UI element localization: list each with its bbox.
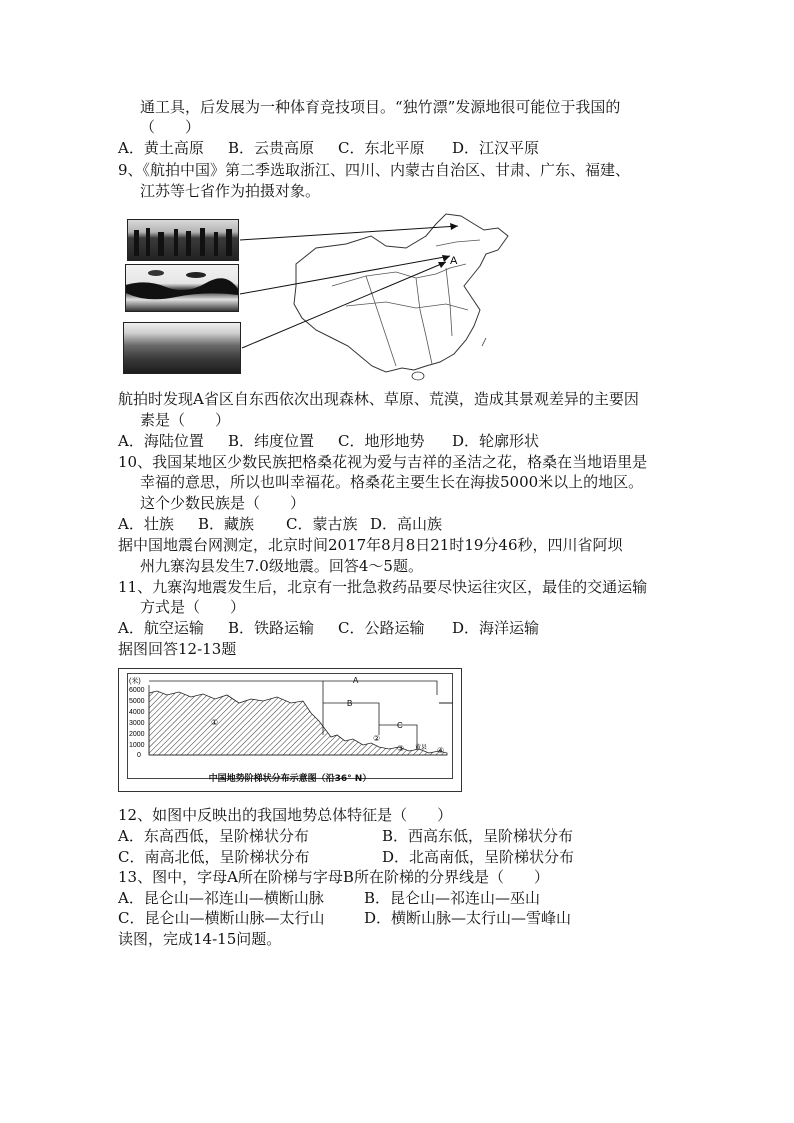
q9-stem-1: 9、《航拍中国》第二季选取浙江、四川、内蒙古自治区、甘肃、广东、福建、 [118, 161, 631, 179]
y-tick-3000: 3000 [129, 720, 145, 727]
q11-stem-2: 方式是（ ） [140, 598, 246, 616]
q12-option-b: B．西高东低，呈阶梯状分布 [382, 827, 574, 845]
q13-option-d: D．横断山脉—太行山—雪峰山 [364, 909, 572, 927]
q10-stem-2: 幸福的意思，所以也叫幸福花。格桑花主要生长在海拔5000米以上的地区。 [140, 473, 644, 491]
grassland-photo [125, 264, 239, 312]
q12-option-d: D．北高南低，呈阶梯状分布 [382, 848, 575, 866]
q11-option-a: A．航空运输 [118, 619, 204, 637]
q13-option-c: C．昆仑山—横断山脉—太行山 [118, 909, 325, 927]
q10-stem-3: 这个少数民族是（ ） [140, 494, 306, 512]
q13-option-a: A．昆仑山—祁连山—横断山脉 [118, 889, 324, 907]
q12-option-c: C．南高北低，呈阶梯状分布 [118, 848, 310, 866]
q9-stem-4: 素是（ ） [140, 411, 231, 429]
q11-option-c: C．公路运输 [338, 619, 425, 637]
step-label-a: A [353, 676, 359, 685]
intro-q14-15: 读图，完成14-15问题。 [118, 930, 282, 948]
figure-caption: 中国地势阶梯状分布示意图（沿36° N） [208, 774, 372, 784]
q8-stem-tail: 通工具，后发展为一种体育竞技项目。“独竹漂”发源地很可能位于我国的 [140, 98, 621, 116]
q9-option-b: B．纬度位置 [228, 432, 315, 450]
desert-photo [123, 322, 241, 374]
q10-option-a: A．壮族 [118, 515, 174, 533]
step-label-b: B [347, 699, 353, 708]
q10-stem-1: 10、我国某地区少数民族把格桑花视为爱与吉祥的圣洁之花，格桑在当地语里是 [118, 453, 648, 471]
q10-option-d: D．高山族 [370, 515, 443, 533]
intro-q12-13: 据图回答12-13题 [118, 640, 237, 658]
q12-stem: 12、如图中反映出的我国地势总体特征是（ ） [118, 806, 453, 824]
marker-1: ① [211, 718, 219, 727]
marker-2: ② [373, 734, 381, 743]
q11-option-d: D．海洋运输 [452, 619, 540, 637]
place-label: 黄县 [415, 745, 428, 751]
q8-option-a: A．黄土高原 [118, 139, 204, 157]
y-tick-1000: 1000 [129, 742, 145, 749]
q9-stem-2: 江苏等七省作为拍摄对象。 [140, 182, 321, 200]
q9-option-d: D．轮廓形状 [452, 432, 540, 450]
step-label-c: C [397, 721, 403, 730]
q9-option-a: A．海陆位置 [118, 432, 204, 450]
q13-stem: 13、图中，字母A所在阶梯与字母B所在阶梯的分界线是（ ） [118, 868, 549, 886]
terrain-profile-figure [118, 668, 462, 792]
q11-stem-1: 11、九寨沟地震发生后，北京有一批急救药品要尽快运往灾区，最佳的交通运输 [118, 578, 648, 596]
q8-answer-bracket: （ ） [140, 118, 201, 136]
q10-option-b: B．藏族 [198, 515, 255, 533]
intro-q4-5-2: 州九寨沟县发生7.0级地震。回答4～5题。 [140, 557, 423, 575]
q9-option-c: C．地形地势 [338, 432, 425, 450]
q10-option-c: C．蒙古族 [286, 515, 358, 533]
q12-option-a: A．东高西低，呈阶梯状分布 [118, 827, 309, 845]
y-tick-2000: 2000 [129, 731, 145, 738]
step-brackets [127, 673, 453, 761]
y-tick-4000: 4000 [129, 709, 145, 716]
q9-stem-3: 航拍时发现A省区自东西依次出现森林、草原、荒漠，造成其景观差异的主要因 [118, 390, 639, 408]
y-tick-5000: 5000 [129, 698, 145, 705]
q8-option-c: C．东北平原 [338, 139, 425, 157]
map-label-a: A [450, 255, 458, 267]
unit-label: (米) [129, 678, 141, 685]
y-tick-6000: 6000 [129, 687, 145, 694]
marker-4: ④ [437, 746, 445, 755]
china-map [236, 206, 536, 386]
forest-photo [127, 219, 239, 261]
y-tick-0: 0 [137, 752, 141, 759]
q8-option-d: D．江汉平原 [452, 139, 540, 157]
q11-option-b: B．铁路运输 [228, 619, 315, 637]
q8-option-b: B．云贵高原 [228, 139, 315, 157]
q13-option-b: B．昆仑山—祁连山—巫山 [364, 889, 541, 907]
intro-q4-5-1: 据中国地震台网测定，北京时间2017年8月8日21时19分46秒，四川省阿坝 [118, 536, 623, 554]
marker-3: ③ [397, 744, 405, 753]
